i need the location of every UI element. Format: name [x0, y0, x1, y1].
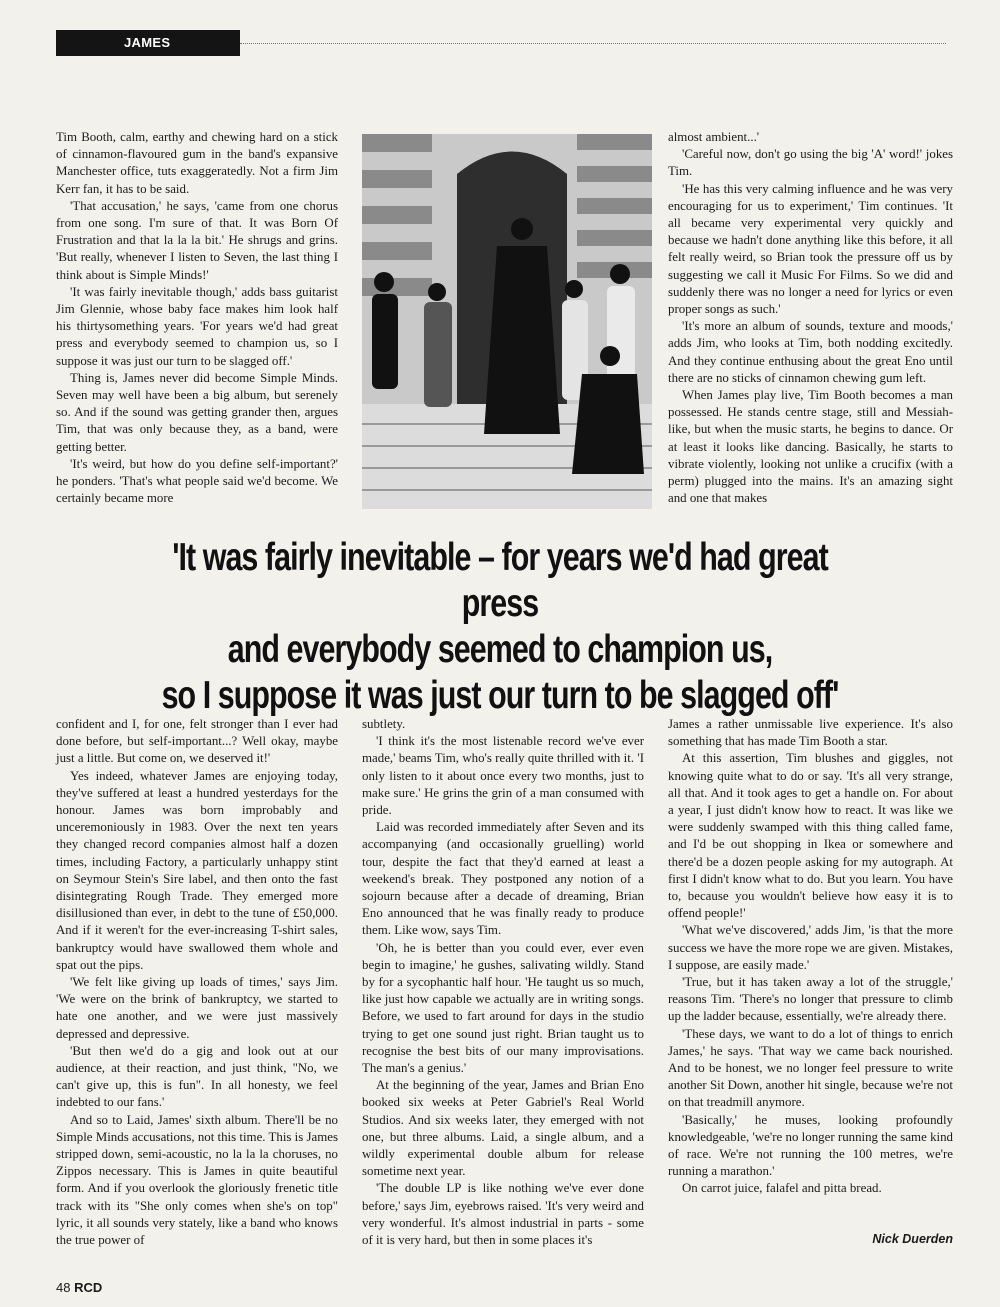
paragraph: 'We felt like giving up loads of times,' says Jim. 'We were on the brink of bankruptcy, we started to hate one another, and we were just massively depressed and depressive.: [56, 975, 338, 1041]
column-1-top: [56, 129, 338, 507]
paragraph: On carrot juice, falafel and pitta bread.: [682, 1181, 882, 1196]
paragraph: 'I think it's the most listenable record we've ever made,' beams Tim, who's really quite thrilled with it. 'I only listen to it about once every two months, just to make sure.' He grins the grin of a man consumed with pride.: [362, 734, 644, 818]
byline: Nick Duerden: [872, 1232, 953, 1246]
page-footer: [56, 1280, 102, 1295]
magazine-name: RCD: [74, 1280, 103, 1295]
paragraph: 'Careful now, don't go using the big 'A' word!' jokes Tim.: [668, 147, 953, 179]
column-1-bottom: [56, 716, 338, 1249]
paragraph: 'It was fairly inevitable though,' adds bass guitarist Jim Glennie, whose baby face makes him look half his thirtysomething years. 'For years we'd had great press and everybody seemed to champion us, so I suppose it was just our turn to be slagged off.': [56, 284, 338, 368]
paragraph: Yes indeed, whatever James are enjoying today, they've suffered at least a hundred yesterdays for the honour. James was born improbably and unceremoniously in 1983. Over the next ten years they changed record companies almost half a dozen times, including Factory, a particularly unhappy stint on Seymour Stein's Sire label, and then onto the fast disintegrating Rough Trade. They emerged more disillusioned than ever, in debt to the tune of £50,000. And if it weren't for the ever-increasing T-shirt sales, bankruptcy would have swallowed them whole and spat out the pips.: [56, 768, 338, 972]
section-tag: JAMES: [56, 30, 240, 56]
paragraph: Laid was recorded immediately after Seven and its accompanying (and occasionally gruelling) world tour, despite the fact that they'd earned at least a weekend's break. They postponed any notion of a sojourn because after a decade of dreaming, Brian Eno announced that he was finally ready to produce them. Like wow, says Tim.: [362, 820, 644, 938]
paragraph: 'Basically,' he muses, looking profoundly knowledgeable, 'we're no longer running the same kind of race. We're not running the 100 metres, we're running a marathon.': [668, 1112, 953, 1179]
paragraph: Thing is, James never did become Simple Minds. Seven may well have been a big album, but serenely so. And if the sound was getting grander then, argues Tim, that was only because they, as a band, were getting better.: [56, 370, 338, 454]
pull-quote-line: 'It was fairly inevitable – for years we'd had great press: [172, 536, 828, 625]
paragraph: At this assertion, Tim blushes and giggles, not knowing quite what to do or say. 'It's all very strange, all that. And it took ages to get a handle on. For about a year, I just didn't know how to react. It was like we were suddenly swamped with this thing called fame, and I'd be out shopping in Ikea or somewhere and there'd be a dozen people asking for my autograph. At first I didn't know what to do. But you learn. You have to, because you wouldn't believe how easy it is to offend people!': [668, 751, 953, 921]
pull-quote: [157, 535, 843, 719]
paragraph: 'But then we'd do a gig and look out at our audience, at their reaction, and just think, "No, we can't give up, this is fun". In all honesty, we feel indebted to our fans.': [56, 1043, 338, 1110]
paragraph: And so to Laid, James' sixth album. There'll be no Simple Minds accusations, not this time. This is James stripped down, semi-acoustic, no la la la choruses, no Zippos necessary. This is James in quite beautiful form. And if you overlook the gloriously frenetic title track with its "She only comes when she's on top" lyric, it all sounds very stately, like a band who knows the true power of: [56, 1112, 338, 1248]
paragraph: 'True, but it has taken away a lot of the struggle,' reasons Tim. 'There's no longer that pressure to climb up the ladder because, essentially, we're already there.: [668, 975, 953, 1024]
page-number: 48: [56, 1280, 71, 1295]
header-rule: [240, 43, 946, 44]
paragraph: 'What we've discovered,' adds Jim, 'is that the more success we have the more rope we are given. Mistakes, I suppose, are easily made.': [668, 923, 953, 972]
paragraph: 'It's weird, but how do you define self-important?' he ponders. 'That's what people said we'd become. We certainly became more: [56, 456, 338, 506]
pull-quote-line: and everybody seemed to champion us,: [227, 628, 773, 671]
paragraph: Tim Booth, calm, earthy and chewing hard on a stick of cinnamon-flavoured gum in the band's expansive Manchester office, tuts exaggeratedly. Not a firm Jim Kerr fan, it has to be said.: [56, 130, 338, 196]
column-3-top: [668, 129, 953, 507]
paragraph: subtlety.: [362, 717, 406, 731]
band-photo-image: [362, 134, 652, 509]
paragraph: James a rather unmissable live experience. It's also something that has made Tim Booth a star.: [668, 717, 953, 749]
paragraph: 'These days, we want to do a lot of things to enrich James,' he says. 'That way we came back nourished. And to be honest, we no longer feel pressure to write another Sit Down, another hit single, because we're not on that treadmill anymore.: [668, 1026, 953, 1110]
paragraph: 'That accusation,' he says, 'came from one chorus from one song. I'm sure of that. It was Born Of Frustration and that la la la bit.' He shrugs and grins. 'But really, whenever I listen to Seven, the last thing I think about is Simple Minds!': [56, 198, 338, 282]
paragraph: At the beginning of the year, James and Brian Eno booked six weeks at Peter Gabriel's Real World Studios. And six weeks later, they emerged with not one, but three albums. Laid, a single album, and a wildly experimental double album for release sometime next year.: [362, 1078, 644, 1179]
paragraph: 'Oh, he is better than you could ever, ever even begin to imagine,' he gushes, salivating wildly. Stand by for a sycophantic half hour. 'He taught us so much, like just how capable we actually are in writing songs. Before, we used to fart around for days in the studio trying to get one sound just right. Brian taught us to recognise the best bits of our many improvisations. The man's a genius.': [362, 940, 644, 1076]
paragraph: 'He has this very calming influence and he was very encouraging for us to experiment,' Tim continues. 'It all became very experimental very quickly and because we hadn't done anything like this before, it all felt really weird, so Brian took the pressure off us by suggesting we call it Music For Films. So we did and suddenly there was no longer a need for lyrics or even proper songs as such.': [668, 181, 953, 317]
column-3-bottom: [668, 716, 953, 1198]
paragraph: 'It's more an album of sounds, texture and moods,' adds Jim, who looks at Tim, both nodding excitedly. And they continue enthusing about the great Eno until there are no sticks of cinnamon chewing gum left.: [668, 319, 953, 385]
paragraph: almost ambient...': [668, 130, 760, 144]
pull-quote-line: so I suppose it was just our turn to be slagged off': [161, 674, 839, 717]
band-photo: [362, 134, 652, 509]
column-2-bottom: [362, 716, 644, 1249]
paragraph: 'The double LP is like nothing we've ever done before,' says Jim, eyebrows raised. 'It's very weird and very wonderful. It's almost industrial in parts - some of it is very hard, but then in some places it's: [362, 1181, 644, 1248]
paragraph: confident and I, for one, felt stronger than I ever had done before, but self-important...? Well okay, maybe just a little. But come on, we deserved it!': [56, 717, 338, 766]
paragraph: When James play live, Tim Booth becomes a man possessed. He stands centre stage, still and Messiah-like, but when the music starts, he begins to dance. Or at least it looks like dancing. Basically, he starts to vibrate violently, looking not unlike a crucifix (with a perm) plugged into the mains. It's an amazing sight and one that makes: [668, 388, 953, 506]
